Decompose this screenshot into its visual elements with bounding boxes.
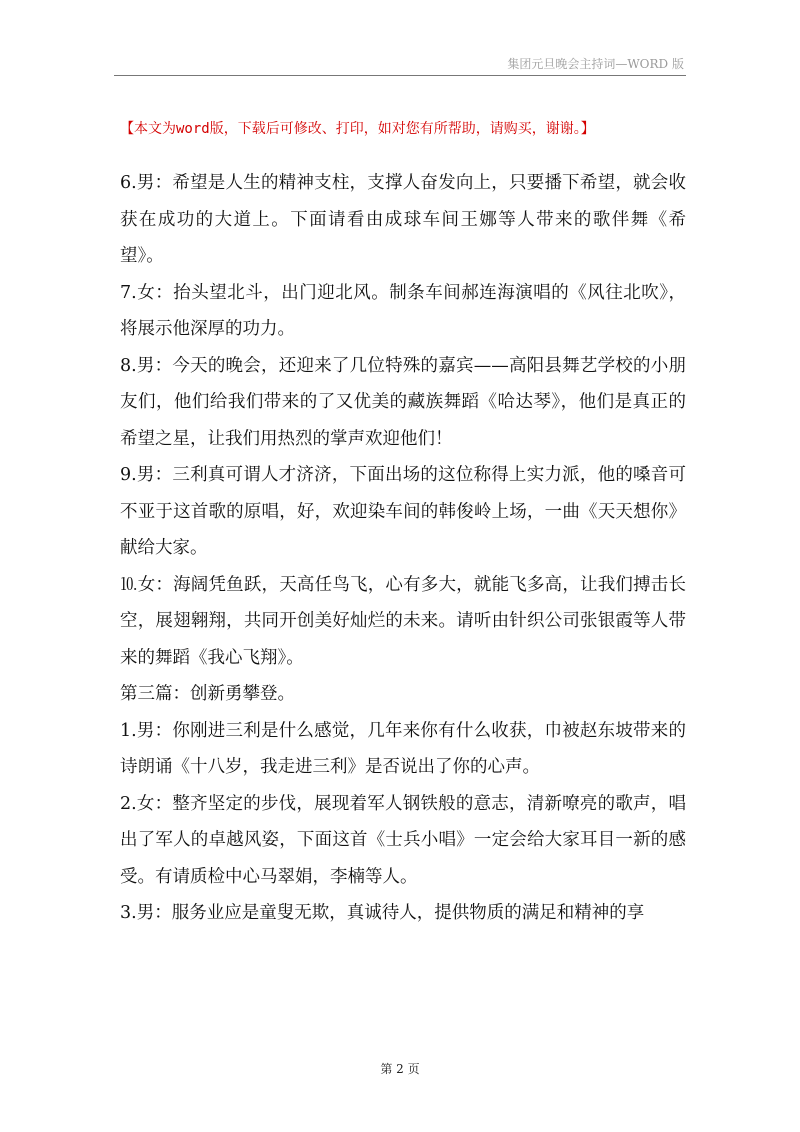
header-divider: [114, 75, 686, 76]
paragraph-10-female: ⒑女：海阔凭鱼跃，天高任鸟飞，心有多大，就能飞多高，让我们搏击长空，展翅翱翔，共同开创美好灿烂的未来。请听由针织公司张银霞等人带来的舞蹈《我心飞翔》。: [120, 574, 686, 668]
paragraph-9-male: 9.男：三利真可谓人才济济，下面出场的这位称得上实力派，他的嗓音可不亚于这首歌的原唱，好，欢迎染车间的韩俊岭上场，一曲《天天想你》献给大家。: [120, 465, 686, 558]
paragraph-6-male: 6.男：希望是人生的精神支柱，支撑人奋发向上，只要播下希望，就会收获在成功的大道上。下面请看由成球车间王娜等人带来的歌伴舞《希望》。: [120, 173, 686, 266]
paragraph-3-male: 3.男：服务业应是童叟无欺，真诚待人，提供物质的满足和精神的享: [120, 903, 645, 923]
purchase-notice: 【本文为word版，下载后可修改、打印，如对您有所帮助，请购买，谢谢。】: [120, 121, 595, 137]
paragraph-7-female: 7.女：抬头望北斗，出门迎北风。制条车间郝连海演唱的《风往北吹》，将展示他深厚的功力。: [120, 282, 686, 339]
section-heading-part-three: 第三篇：创新勇攀登。: [120, 684, 295, 704]
document-header-title: 集团元旦晚会主持词—WORD 版: [507, 57, 684, 71]
document-body: [120, 165, 686, 932]
page-number: 第 2 页: [380, 1062, 420, 1076]
paragraph-8-male: 8.男：今天的晚会，还迎来了几位特殊的嘉宾——高阳县舞艺学校的小朋友们，他们给我们带来的了又优美的藏族舞蹈《哈达琴》，他们是真正的希望之星，让我们用热烈的掌声欢迎他们！: [120, 355, 686, 449]
paragraph-2-female: 2.女：整齐坚定的步伐，展现着军人钢铁般的意志，清新嘹亮的歌声，唱出了军人的卓越风姿，下面这首《士兵小唱》一定会给大家耳目一新的感受。有请质检中心马翠娟，李楠等人。: [120, 793, 686, 887]
paragraph-1-male: 1.男：你刚进三利是什么感觉，几年来你有什么收获，巾被赵东坡带来的诗朗诵《十八岁，我走进三利》是否说出了你的心声。: [120, 720, 686, 777]
